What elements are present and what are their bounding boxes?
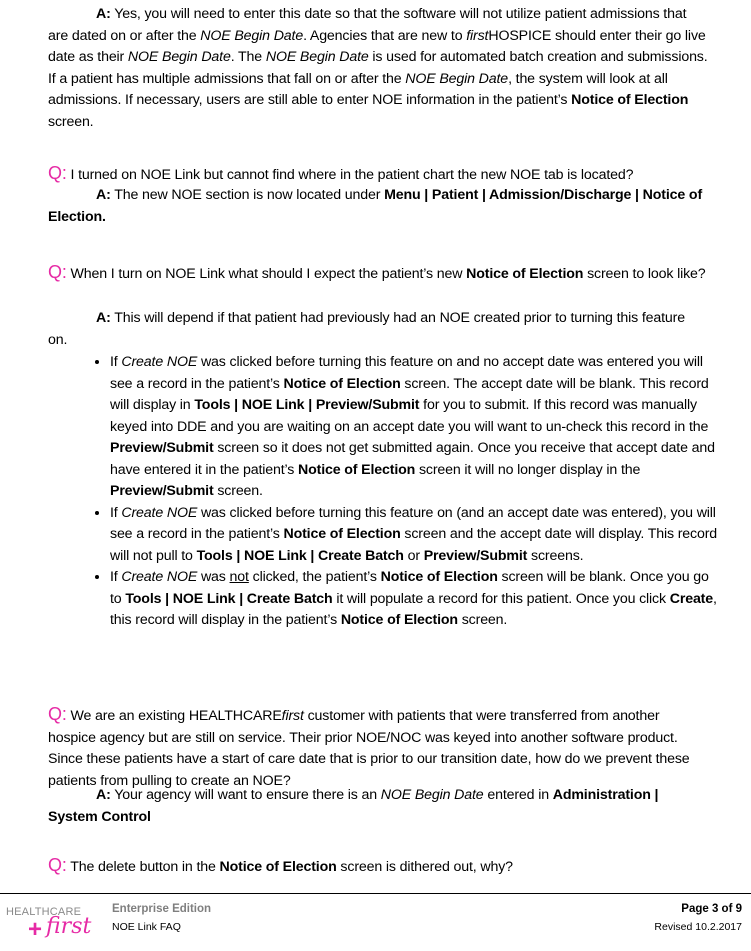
question-label: Q: (48, 704, 67, 724)
footer-doc-title: NOE Link FAQ (112, 921, 181, 933)
answer-label: A: (96, 787, 111, 803)
question-transferred-patients: Q: We are an existing HEALTHCAREfirst customer with patients that were transferred from another hospice agency but are still on service. Their prior NOE/NOC was keyed into another software product. Since these patients have a start of care date that is prior to our transition date, how do we prevent these patients from pulling to create an NOE? (48, 704, 690, 789)
list-item: • If Create NOE was clicked before turning this feature on (and an accept date was entered), you will see a record in the patient’s Notice of Election screen and the accept date will display. This record will not pull to Tools | NOE Link | Create Batch or Preview/Submit screens. (110, 503, 720, 568)
page-number: Page 3 of 9 (681, 903, 742, 915)
answer-label: A: (96, 310, 111, 326)
question-label: Q: (48, 262, 67, 282)
question-noe-screen-look: Q: When I turn on NOE Link what should I expect the patient’s new Notice of Election screen to look like? (48, 262, 706, 282)
footer-divider (0, 893, 751, 894)
bullet-list (88, 352, 720, 632)
question-label: Q: (48, 163, 67, 183)
logo-script: first (46, 914, 92, 939)
answer-label: A: (96, 6, 111, 22)
footer-edition: Enterprise Edition (112, 903, 212, 915)
answer-noe-tab-location: A: The new NOE section is now located under Menu | Patient | Admission/Discharge | Notice of Election. (48, 187, 703, 225)
healthcare-first-logo (6, 902, 92, 946)
answer-noe-begin-date: A: Yes, you will need to enter this date so that the software will not utilize patient admissions that are dated on or after the NOE Begin Date. Agencies that are new to firstHOSPICE should enter their go live date as their NOE Begin Date. The NOE Begin Date is used for automated batch creation and submissions. If a patient has multiple admissions that fall on or after the NOE Begin Date, the system will look at all admissions. If necessary, users are still able to enter NOE information in the patient’s Notice of Election screen. (48, 6, 708, 130)
revision-date: Revised 10.2.2017 (654, 921, 742, 933)
question-noe-tab-location: Q: I turned on NOE Link but cannot find where in the patient chart the new NOE tab is located? (48, 163, 634, 183)
question-label: Q: (48, 855, 67, 875)
logo-wordmark: HEALTHCARE (6, 906, 82, 918)
answer-transferred-patients: A: Your agency will want to ensure there is an NOE Begin Date entered in Administration | System Control (48, 787, 659, 825)
list-item: • If Create NOE was clicked before turning this feature on and no accept date was entered you will see a record in the patient’s Notice of Election screen. The accept date will be blank. This record will display in Tools | NOE Link | Preview/Submit for you to submit. If this record was manually keyed into DDE and you are waiting on an accept date you will want to un-check this record in the Preview/Submit screen so it does not get submitted again. Once you receive that accept date and have entered it in the patient’s Notice of Election screen it will no longer display in the Preview/Submit screen. (110, 352, 720, 503)
plus-icon: + (28, 916, 43, 943)
answer-noe-screen-look: A: This will depend if that patient had previously had an NOE created prior to turning this feature on. (48, 310, 685, 348)
answer-label: A: (96, 187, 111, 203)
list-item: • If Create NOE was not clicked, the patient’s Notice of Election screen will be blank. Once you go to Tools | NOE Link | Create Batch it will populate a record for this patient. Once you click Create, this record will display in the patient’s Notice of Election screen. (110, 567, 720, 632)
question-delete-button: Q: The delete button in the Notice of Election screen is dithered out, why? (48, 855, 513, 875)
